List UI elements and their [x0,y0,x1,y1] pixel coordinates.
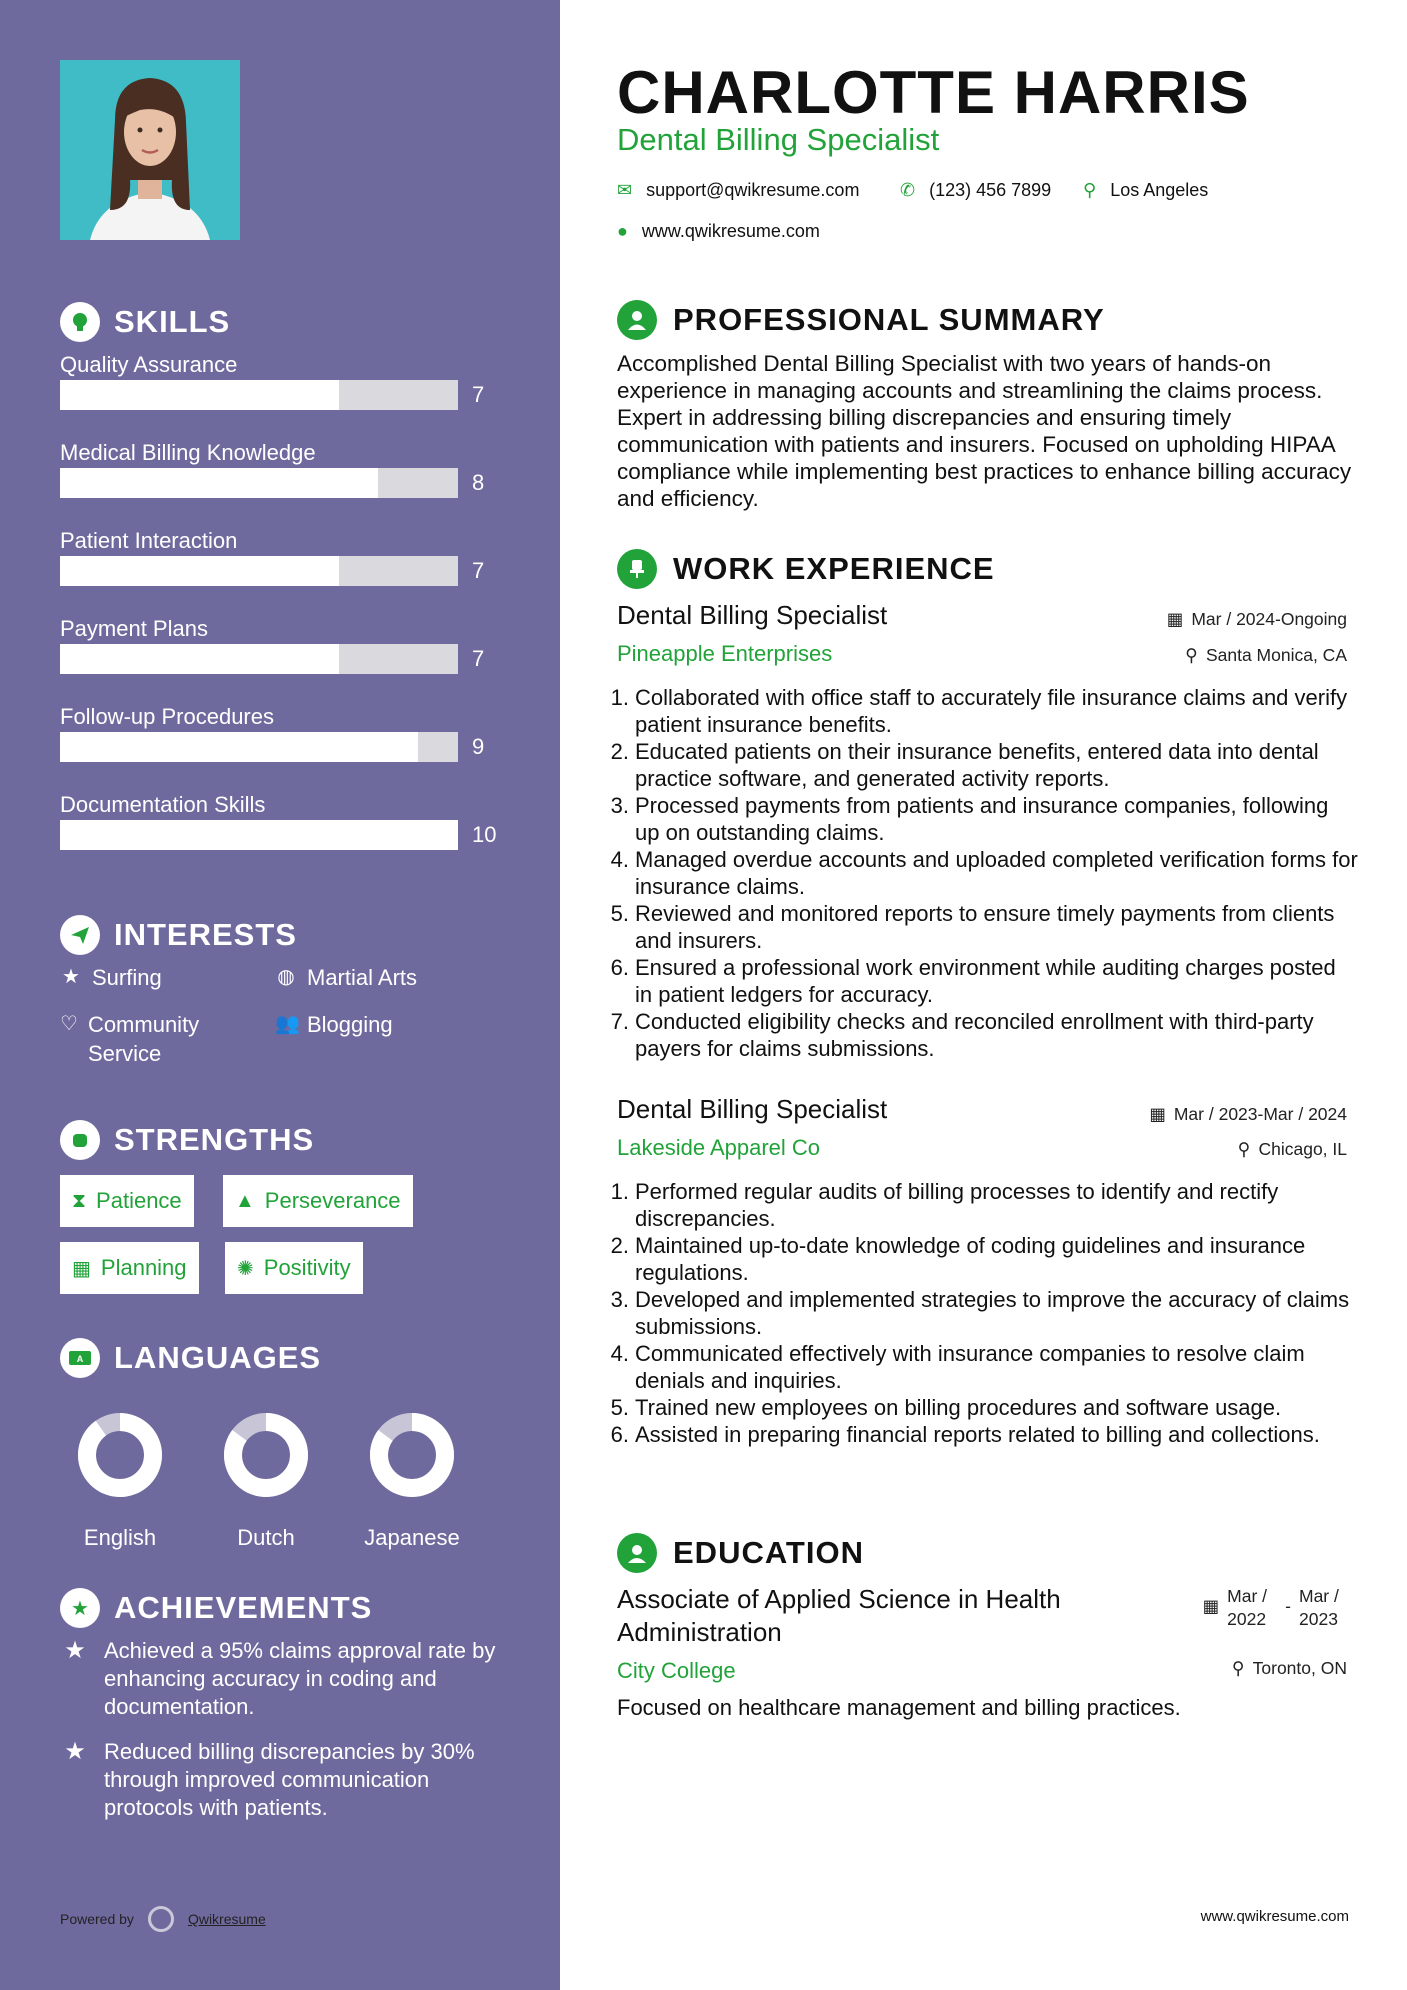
donut-fill [87,1422,153,1488]
skill-bar-fill [60,556,339,586]
strength-tag: ⧗ Patience [60,1175,194,1227]
skill-level: 7 [472,382,485,407]
language-name: Japanese [364,1525,460,1550]
job-title: Dental Billing Specialist [617,600,888,630]
job-dates: ▦ Mar / 2023-Mar / 2024 [1149,1104,1347,1124]
achievement-item: ★ Reduced billing discrepancies by 30% through improved communication protocols with patients. [60,1738,520,1822]
language-name: English [83,1525,157,1550]
sun-icon: ✺ [237,1257,254,1280]
interests-title: INTERESTS [114,917,297,952]
profile-photo [60,60,240,240]
user-icon [617,300,657,340]
list-item: 7. Conducted eligibility checks and reconciled enrollment with third-party payers for claims submissions. [610,1009,1314,1061]
list-item: 3. Developed and implemented strategies to improve the accuracy of claims submissions. [610,1287,1350,1339]
education-dates: ▦ Mar / 2022 - Mar / 2023 [1202,1586,1339,1629]
achievement-item: ★ Achieved a 95% claims approval rate by enhancing accuracy in coding and documentation. [60,1637,520,1721]
svg-text:A: A [76,1354,84,1364]
interest-item: 👥 Blogging [275,1012,393,1037]
education-title: EDUCATION [673,1535,864,1570]
degree-title: Associate of Applied Science in Health Administration [617,1584,1061,1647]
candidate-role: Dental Billing Specialist [617,122,940,157]
education-header [617,1533,864,1573]
strength-tag: ▦ Planning [60,1242,199,1294]
skill-level: 10 [472,822,497,847]
summary-header [617,300,1105,340]
language-name: Dutch [237,1525,295,1550]
footer-url[interactable]: www.qwikresume.com [1200,1908,1349,1925]
list-item: 1. Collaborated with office staff to accurately file insurance claims and verify patient insurance benefits. [610,685,1348,737]
contact-location: ⚲ Los Angeles [1083,180,1209,200]
pin-icon: ⚲ [1185,645,1198,665]
list-item: 4. Communicated effectively with insurance companies to resolve claim denials and inquiries. [610,1341,1305,1393]
skill-bar [60,380,458,410]
job-dates: ▦ Mar / 2024-Ongoing [1166,609,1347,629]
job-duties [608,1178,1358,1448]
globe-icon: ● [617,221,628,241]
phone-icon: ✆ [900,180,916,200]
strengths-header [60,1120,314,1160]
language-donut [357,1400,467,1510]
achievements-header [60,1588,372,1628]
skill-name: Payment Plans [60,616,208,641]
summary-text: Accomplished Dental Billing Specialist with two years of hands-on experience in managing accounts and streamlining the claims process. Expert in addressing billing discrepancies and ensuring timely communication with patients and insurers. Focused on upholding HIPAA compliance while implementing best practices to enhance billing accuracy and efficiency. [617,351,1352,511]
fist-icon [60,1120,100,1160]
skill-name: Quality Assurance [60,352,238,377]
experience-header [617,549,995,589]
languages-header [60,1338,321,1378]
star-icon: ★ [62,966,80,988]
skill-bar [60,644,458,674]
language-item [357,1400,467,1551]
strength-tag: ✺ Positivity [225,1242,363,1294]
list-item: 2. Educated patients on their insurance benefits, entered data into dental practice software, and generated activity reports. [610,739,1319,791]
map-pin-icon: ⚲ [1083,180,1097,200]
education-description: Focused on healthcare management and billing practices. [617,1695,1181,1720]
calendar-icon: ▦ [1149,1104,1166,1124]
job-location: ⚲ Chicago, IL [1237,1139,1347,1159]
skill-item [60,616,500,671]
contact-website: ● www.qwikresume.com [617,221,820,241]
graduate-icon [617,1533,657,1573]
education-location: ⚲ Toronto, ON [1231,1658,1347,1678]
list-item: 4. Managed overdue accounts and uploaded completed verification forms for insurance claims. [610,847,1358,899]
award-icon: ★ [60,1588,100,1628]
job-company: Pineapple Enterprises [617,641,833,666]
calendar-icon: ▦ [1166,609,1184,629]
skill-level: 7 [472,646,485,671]
paper-plane-icon [60,915,100,955]
job-location: ⚲ Santa Monica, CA [1185,645,1347,665]
skill-bar [60,820,458,850]
skill-bar [60,468,458,498]
powered-by: Powered by Qwikresume [60,1906,266,1932]
school-name: City College [617,1658,736,1683]
job-title: Dental Billing Specialist [617,1094,888,1124]
skill-bar [60,732,458,762]
skill-item [60,352,500,407]
sidebar [0,0,560,1990]
achievements-title: ACHIEVEMENTS [114,1590,373,1625]
interest-item: ★ Surfing [60,963,162,992]
summary-title: PROFESSIONAL SUMMARY [673,302,1105,337]
list-item: 2. Maintained up-to-date knowledge of coding guidelines and insurance regulations. [610,1233,1306,1285]
skills-title: SKILLS [114,304,231,339]
language-donut [211,1400,321,1510]
hourglass-icon: ⧗ [72,1189,87,1212]
lightbulb-icon [60,302,100,342]
language-icon [60,1338,100,1378]
language-donut [65,1400,175,1510]
language-item [65,1400,175,1551]
skill-item [60,792,500,847]
pin-icon: ⚲ [1231,1658,1245,1678]
skill-item [60,440,500,495]
calendar-icon: ▦ [1202,1596,1220,1616]
skill-name: Medical Billing Knowledge [60,440,316,465]
road-icon: ▲ [235,1189,255,1212]
qwikresume-link[interactable]: Qwikresume [187,1911,266,1927]
skill-bar [60,556,458,586]
list-item: 3. Processed payments from patients and insurance companies, following up on outstanding claims. [610,793,1329,845]
envelope-icon: ✉ [617,180,633,200]
experience-title: WORK EXPERIENCE [673,551,995,586]
language-item [211,1400,321,1551]
job-duties [608,684,1358,1062]
languages-title: LANGUAGES [114,1340,322,1375]
job-company: Lakeside Apparel Co [617,1135,821,1160]
skill-bar-fill [60,380,339,410]
skill-name: Follow-up Procedures [60,704,274,729]
skill-level: 9 [472,734,485,759]
interests-header [60,915,297,955]
strength-tag: ▲ Perseverance [223,1175,413,1227]
list-item: 5. Reviewed and monitored reports to ensure timely payments from clients and insurers. [610,901,1335,953]
pin-icon: ⚲ [1237,1139,1251,1159]
calendar-icon: ▦ [72,1257,91,1280]
skill-bar-fill [60,732,418,762]
skill-item [60,704,500,759]
contact-email: ✉ support@qwikresume.com [617,180,860,200]
skill-bar-fill [60,820,458,850]
skill-bar-fill [60,468,378,498]
list-item: 1. Performed regular audits of billing processes to identify and rectify discrepancies. [610,1179,1279,1231]
chair-icon [617,549,657,589]
users-icon: 👥 [275,1013,300,1035]
skill-level: 7 [472,558,485,583]
heart-icon: ♡ [60,1013,78,1035]
interest-item: ♡ Community Service [60,1012,200,1066]
candidate-name: CHARLOTTE HARRIS [617,59,1250,126]
skill-item [60,528,500,583]
skill-name: Documentation Skills [60,792,266,817]
globe-icon: ◍ [277,966,295,988]
skill-name: Patient Interaction [60,528,238,553]
skill-bar-fill [60,644,339,674]
interest-item: ◍ Martial Arts [275,963,417,992]
star-badge-icon: ★ [64,1637,86,1664]
skills-header [60,302,230,342]
list-item: 6. Assisted in preparing financial reports related to billing and collections. [610,1422,1320,1447]
star-badge-icon: ★ [64,1738,86,1765]
list-item: 5. Trained new employees on billing procedures and software usage. [610,1395,1282,1420]
contact-phone: ✆ (123) 456 7899 [900,180,1052,200]
list-item: 6. Ensured a professional work environment while auditing charges posted in patient ledgers for accuracy. [610,955,1336,1007]
qwikresume-logo-icon [148,1906,174,1932]
strengths-title: STRENGTHS [114,1122,315,1157]
skill-level: 8 [472,470,485,495]
